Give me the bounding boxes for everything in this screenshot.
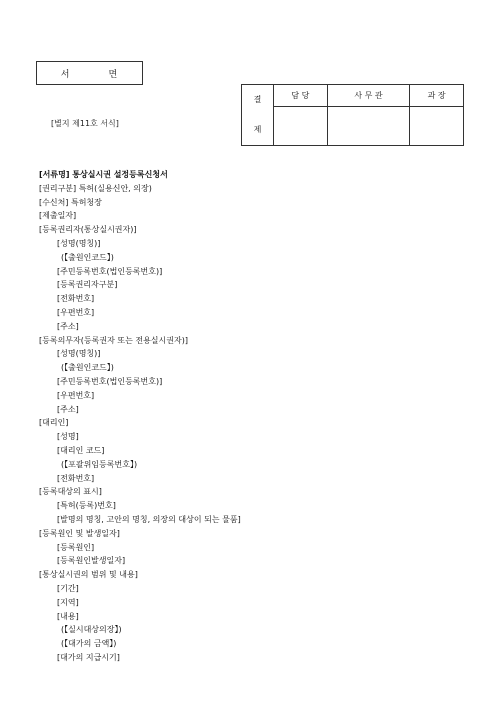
document-line: [등록대상의 표시]: [39, 487, 102, 497]
document-line: [대리인]: [39, 418, 69, 428]
approval-table: [241, 84, 464, 146]
document-line: [성명(명칭)]: [57, 349, 101, 359]
document-line: [제출일자]: [39, 211, 77, 221]
title-char-left: 서: [60, 69, 71, 80]
document-line: [전화번호]: [57, 473, 95, 483]
document-line: [주소]: [57, 404, 79, 414]
document-line: [주민등록번호(법인등록번호)]: [57, 376, 163, 386]
document-line: (【실시대상의장】): [61, 625, 122, 635]
document-line: [내용]: [57, 611, 79, 621]
document-line: (【포괄위임등록번호】): [61, 459, 138, 469]
approval-sign-staff[interactable]: [274, 107, 328, 146]
approval-side-label: [242, 85, 274, 146]
document-line: [등록원인발생일자]: [57, 556, 126, 566]
document-line: [주민등록번호(법인등록번호)]: [57, 266, 163, 276]
document-line: [등록권리자구분]: [57, 280, 118, 290]
approval-col-manager: 과 장: [410, 85, 464, 107]
document-line: [성명]: [57, 432, 79, 442]
document-line: [수신처] 특허청장: [39, 197, 102, 207]
approval-side-top: 결: [253, 95, 262, 104]
document-title-box: [36, 61, 143, 85]
approval-side-bottom: 제: [253, 125, 262, 134]
document-line: [등록원인]: [57, 542, 95, 552]
document-line: [발명의 명칭, 고안의 명칭, 의장의 대상이 되는 물품]: [57, 514, 241, 524]
document-line: [등록원인 및 발생일자]: [39, 528, 120, 538]
document-line: [통상실시권의 범위 및 내용]: [39, 570, 138, 580]
document-line: (【출원인코드】): [61, 363, 114, 373]
document-line: [주소]: [57, 321, 79, 331]
document-line: [기간]: [57, 583, 79, 593]
document-line: [대가의 지급시기]: [57, 652, 120, 662]
approval-col-officer: 사 무 관: [327, 85, 410, 107]
document-line: [등록권리자(통상실시권자)]: [39, 225, 137, 235]
document-line: [우편번호]: [57, 307, 95, 317]
document-line: [대리인 코드]: [57, 445, 105, 455]
document-line: [성명(명칭)]: [57, 238, 101, 248]
document-line: [전화번호]: [57, 294, 95, 304]
document-line: (【대가의 금액】): [61, 639, 117, 649]
document-type-line: [서류명] 통상실시권 설정등록신청서: [39, 170, 168, 179]
document-body: [39, 168, 479, 665]
document-line: [지역]: [57, 597, 79, 607]
title-char-right: 면: [108, 69, 119, 80]
document-line: (【출원인코드】): [61, 252, 114, 262]
document-line: [우편번호]: [57, 390, 95, 400]
document-line: [특허(등록)번호]: [57, 501, 116, 511]
approval-sign-officer[interactable]: [327, 107, 410, 146]
form-number: [별지 제11호 서식]: [51, 119, 119, 128]
approval-sign-manager[interactable]: [410, 107, 464, 146]
document-line: [권리구분] 특허(실용신안, 의장): [39, 183, 152, 193]
document-line: [등록의무자(등록권자 또는 전용실시권자)]: [39, 335, 188, 345]
approval-col-staff: 담 당: [274, 85, 328, 107]
